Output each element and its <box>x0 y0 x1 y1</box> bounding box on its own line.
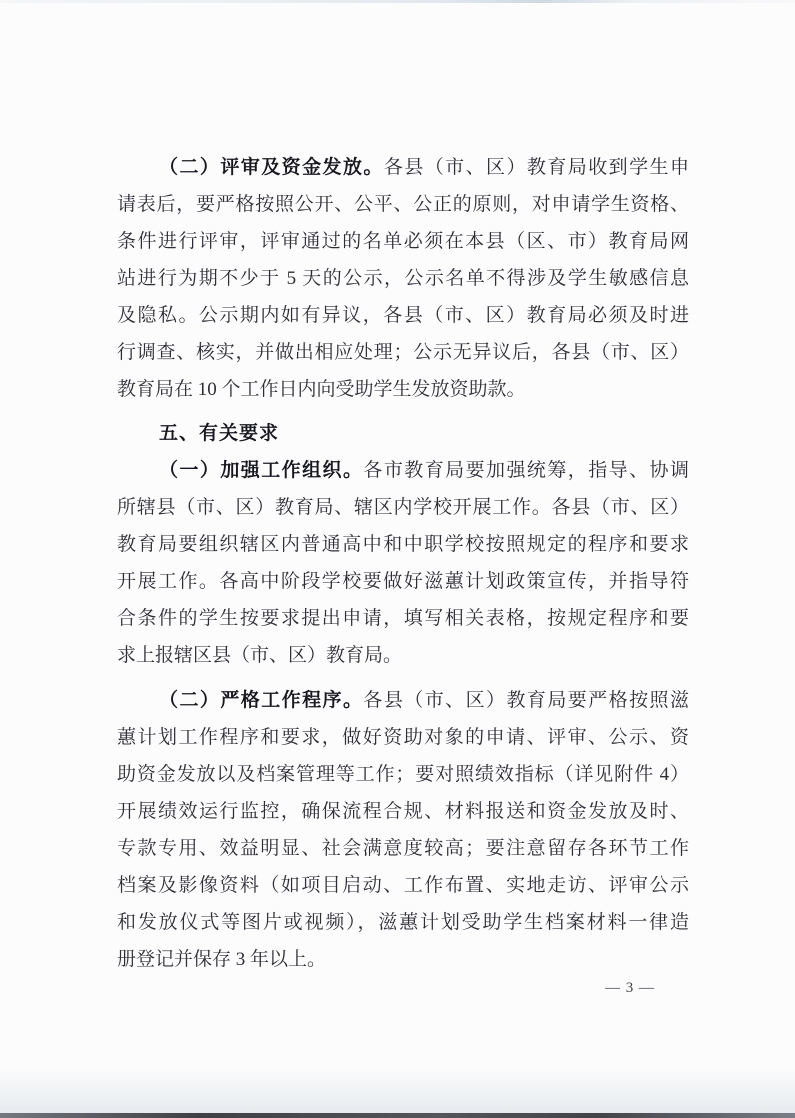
text-line <box>117 489 689 526</box>
text-run: 专款专用、效益明显、社会满意度较高；要注意留存各环节工作 <box>117 838 689 859</box>
scan-bottom-edge-artifact <box>0 1113 795 1118</box>
text-run: 各县（市、区）教育局要严格按照滋 <box>363 690 689 711</box>
text-run: 档案及影像资料（如项目启动、工作布置、实地走访、评审公示 <box>117 875 689 896</box>
text-line <box>117 260 689 297</box>
text-run: 教育局要组织辖区内普通高中和中职学校按照规定的程序和要求 <box>117 534 689 555</box>
scan-top-edge-artifact <box>0 0 795 3</box>
text-line <box>117 186 689 223</box>
text-run: 各市教育局要加强统筹，指导、协调 <box>363 460 689 481</box>
text-run: 开展工作。各高中阶段学校要做好滋蕙计划政策宣传，并指导符 <box>117 571 689 592</box>
page-number: — 3 — <box>605 980 655 996</box>
text-run: 条件进行评审，评审通过的名单必须在本县（区、市）教育局网 <box>117 231 689 252</box>
paragraph-first-line <box>117 452 689 489</box>
text-run: 和发放仪式等图片或视频），滋蕙计划受助学生档案材料一律造 <box>117 912 689 933</box>
text-run: 行调查、核实，并做出相应处理；公示无异议后，各县（市、区） <box>117 342 689 363</box>
text-run: 蕙计划工作程序和要求，做好资助对象的申请、评审、公示、资 <box>117 727 689 748</box>
text-line <box>117 600 689 637</box>
text-run: 开展绩效运行监控，确保流程合规、材料报送和资金发放及时、 <box>117 801 689 822</box>
subheading-run: （二）评审及资金发放。 <box>159 157 384 178</box>
text-run: 所辖县（市、区）教育局、辖区内学校开展工作。各县（市、区） <box>117 497 689 518</box>
text-run: 及隐私。公示期内如有异议，各县（市、区）教育局必须及时进 <box>117 305 689 326</box>
text-line <box>117 223 689 260</box>
text-run: 助资金发放以及档案管理等工作；要对照绩效指标（详见附件 4） <box>117 764 689 785</box>
scan-bottom-shadow-artifact <box>0 1068 795 1113</box>
text-line <box>117 563 689 600</box>
text-run: 请表后，要严格按照公开、公平、公正的原则，对申请学生资格、 <box>117 194 689 215</box>
text-run: 求上报辖区县（市、区）教育局。 <box>117 645 403 666</box>
text-line <box>117 297 689 334</box>
paragraph-first-line <box>117 682 689 719</box>
text-line <box>117 867 689 904</box>
paragraph-last-line <box>117 941 689 978</box>
text-run: 各县（市、区）教育局收到学生申 <box>383 157 689 178</box>
text-line <box>117 526 689 563</box>
text-line <box>117 334 689 371</box>
subheading-run: （一）加强工作组织。 <box>159 460 364 481</box>
paragraph-first-line <box>117 149 689 186</box>
paragraph-last-line <box>117 637 689 674</box>
subheading-run: （二）严格工作程序。 <box>159 690 364 711</box>
text-run: 合条件的学生按要求提出申请，填写相关表格，按规定程序和要 <box>117 608 689 629</box>
text-run: 教育局在 10 个工作日内向受助学生发放资助款。 <box>117 379 526 400</box>
section-heading <box>117 415 689 452</box>
text-line <box>117 793 689 830</box>
heading-run: 五、有关要求 <box>159 423 280 444</box>
text-line <box>117 904 689 941</box>
text-line <box>117 756 689 793</box>
text-run: 册登记并保存 3 年以上。 <box>117 949 327 970</box>
document-body <box>117 149 689 978</box>
text-line <box>117 830 689 867</box>
text-line <box>117 719 689 756</box>
paragraph-last-line <box>117 371 689 408</box>
text-run: 站进行为期不少于 5 天的公示，公示名单不得涉及学生敏感信息 <box>117 268 689 289</box>
